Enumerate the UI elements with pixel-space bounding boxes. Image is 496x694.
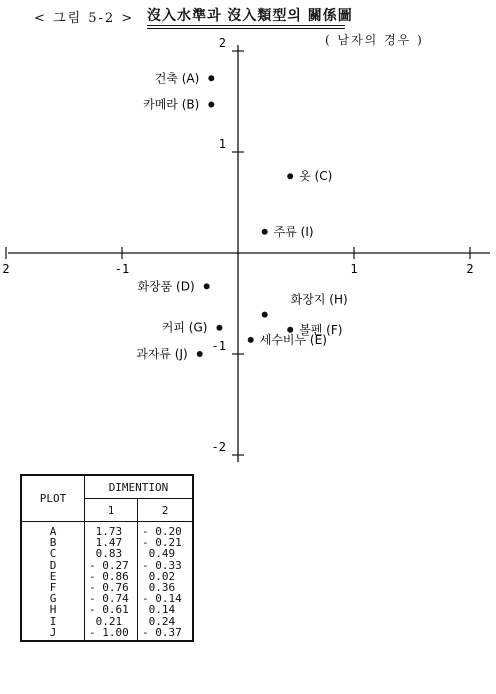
table-cell-dim1: - 0.86 — [89, 569, 129, 583]
chart-subtitle: ( 남자의 경우 ) — [325, 33, 424, 47]
x-tick-label: 1 — [350, 262, 358, 276]
data-point — [197, 351, 203, 357]
data-point-label: 건축 (A) — [154, 71, 200, 86]
table-cell-dim1: - 1.00 — [89, 625, 129, 639]
header-plot: PLOT — [21, 475, 85, 522]
table-cell-dim2: 0.49 — [142, 547, 176, 561]
data-point-label: 카메라 (B) — [143, 97, 200, 112]
table-cell-dim2: - 0.20 — [142, 525, 182, 538]
table-row-label: G — [49, 592, 57, 606]
y-tick-label: -2 — [211, 440, 226, 454]
data-point — [208, 75, 214, 81]
coordinates-table-container — [20, 474, 194, 642]
table-row-label: I — [49, 614, 57, 628]
data-point — [248, 337, 254, 343]
table-row-label: D — [49, 558, 57, 572]
data-point-label: 주류 (I) — [273, 224, 314, 239]
table-cell-dim2: 0.02 — [142, 569, 176, 583]
data-point — [262, 229, 268, 235]
x-tick-label: -1 — [114, 262, 130, 276]
data-point — [208, 102, 214, 108]
header-dimention: DIMENTION — [85, 475, 194, 499]
table-cell-dim1: 1.47 — [89, 536, 123, 550]
table-cell-dim1: - 0.74 — [89, 592, 129, 606]
table-cell-dim1: 0.83 — [89, 547, 123, 561]
table-cell-dim1: - 0.61 — [89, 603, 129, 617]
y-tick-label: -1 — [211, 339, 226, 353]
header-dim-2: 2 — [138, 499, 194, 522]
table-row-label: A — [49, 525, 57, 538]
table-row-label: J — [49, 625, 57, 639]
data-point-label: 옷 (C) — [299, 169, 333, 184]
coordinates-table — [20, 474, 194, 642]
table-cell-dim1: - 0.27 — [89, 558, 129, 572]
row-labels-column — [21, 522, 85, 641]
data-point-label: 화장품 (D) — [137, 279, 195, 294]
figure-label: < 그림 5-2 > — [34, 11, 135, 26]
data-point-label: 커피 (G) — [161, 320, 208, 335]
data-point — [204, 283, 210, 289]
table-cell-dim2: - 0.33 — [142, 558, 182, 572]
data-point — [287, 327, 293, 333]
data-point — [262, 312, 268, 318]
data-point-label: 화장지 (H) — [290, 292, 348, 307]
table-cell-dim2: - 0.21 — [142, 536, 182, 550]
table-cell-dim1: 1.73 — [89, 525, 123, 538]
table-row-label: C — [49, 547, 57, 561]
dim-1-column — [85, 522, 138, 641]
data-point — [216, 325, 222, 331]
table-cell-dim1: - 0.76 — [89, 580, 129, 594]
y-tick-label: 2 — [218, 36, 226, 50]
header-dim-1: 1 — [85, 499, 138, 522]
data-point-label: 세수비누 (E) — [259, 332, 327, 347]
chart-title: 沒入水準과 沒入類型의 關係圖 — [147, 8, 353, 24]
table-cell-dim2: - 0.14 — [142, 592, 182, 606]
x-tick-label: 2 — [2, 262, 10, 276]
dim-2-column — [138, 522, 194, 641]
table-row-label: E — [49, 569, 57, 583]
table-row-label: H — [49, 603, 57, 617]
table-cell-dim2: 0.14 — [142, 603, 176, 617]
data-point-label: 과자류 (J) — [136, 347, 188, 361]
table-cell-dim2: 0.24 — [142, 614, 176, 628]
table-cell-dim2: 0.36 — [142, 580, 176, 594]
data-point-label: 볼펜 (F) — [299, 322, 343, 337]
data-point — [287, 173, 293, 179]
table-row-label: F — [49, 580, 57, 594]
x-tick-label: 2 — [466, 262, 474, 276]
table-row-label: B — [49, 536, 57, 550]
table-cell-dim2: - 0.37 — [142, 625, 182, 639]
y-tick-label: 1 — [218, 137, 226, 151]
table-cell-dim1: 0.21 — [89, 614, 123, 628]
